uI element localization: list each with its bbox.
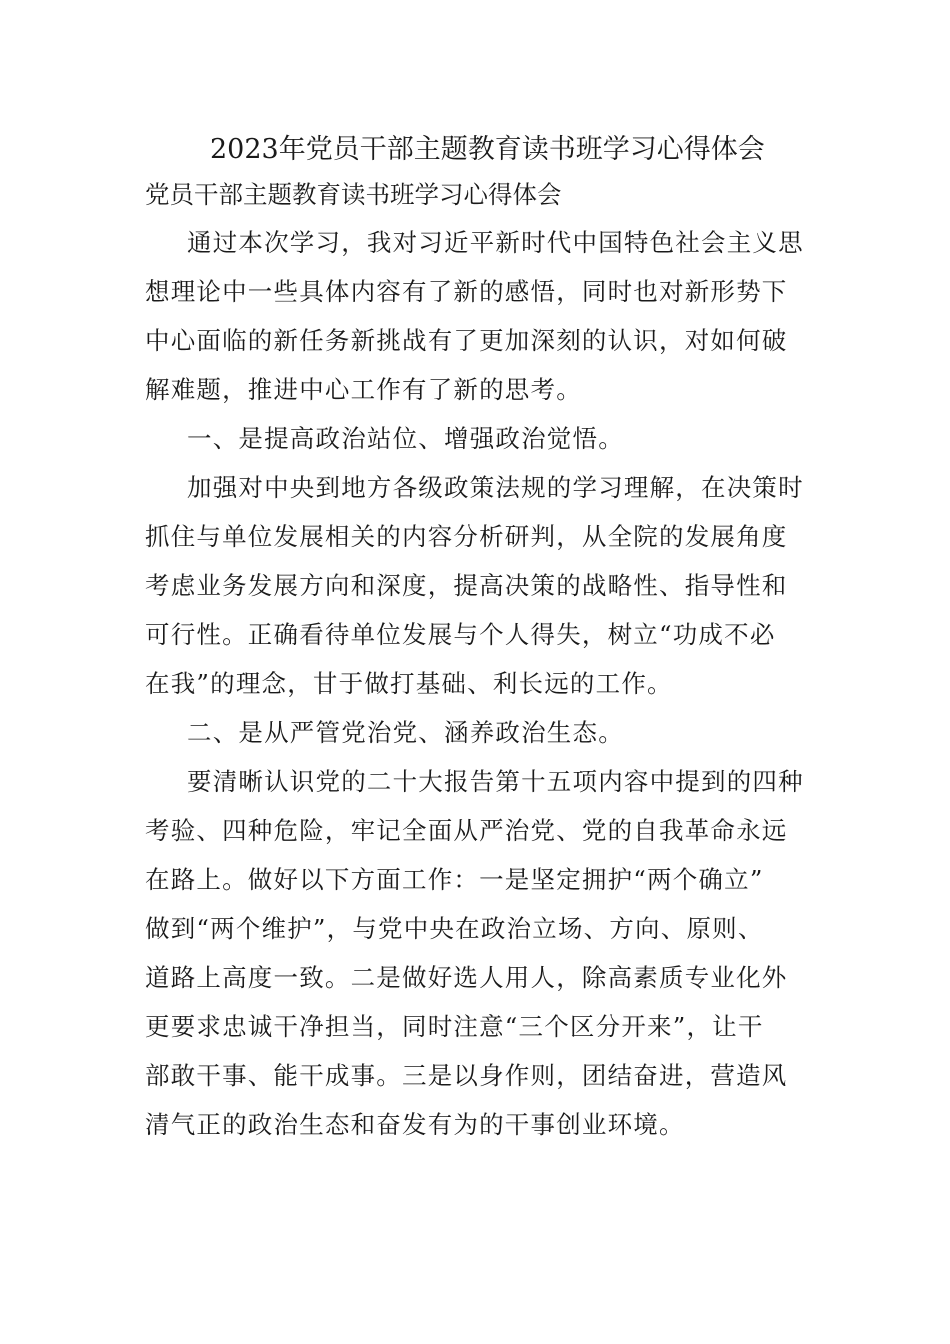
document-title: 2023年党员干部主题教育读书班学习心得体会 xyxy=(210,134,765,165)
document-subtitle: 党员干部主题教育读书班学习心得体会 xyxy=(145,180,562,209)
paragraph-line: 可行性。正确看待单位发展与个人得失，树立“功成不必 xyxy=(145,620,776,649)
section-1-paragraph xyxy=(145,463,807,708)
section-2-heading: 二、是从严管党治党、涵养政治生态。 xyxy=(187,718,624,747)
paragraph-line: 清气正的政治生态和奋发有为的干事创业环境。 xyxy=(145,1110,685,1139)
paragraph-line: 考验、四种危险，牢记全面从严治党、党的自我革命永远 xyxy=(145,816,788,845)
paragraph-line: 加强对中央到地方各级政策法规的学习理解，在决策时 xyxy=(187,473,804,502)
section-1-heading: 一、是提高政治站位、增强政治觉悟。 xyxy=(187,424,624,453)
paragraph-line: 抓住与单位发展相关的内容分析研判，从全院的发展角度 xyxy=(145,522,788,551)
paragraph-line: 想理论中一些具体内容有了新的感悟，同时也对新形势下 xyxy=(145,277,788,306)
intro-paragraph xyxy=(145,218,807,414)
paragraph-line: 解难题，推进中心工作有了新的思考。 xyxy=(145,375,582,404)
paragraph-line: 通过本次学习，我对习近平新时代中国特色社会主义思 xyxy=(187,228,804,257)
paragraph-line: 做到“两个维护”，与党中央在政治立场、方向、原则、 xyxy=(145,914,764,943)
paragraph-line: 考虑业务发展方向和深度，提高决策的战略性、指导性和 xyxy=(145,571,788,600)
section-2-paragraph xyxy=(145,757,807,1149)
paragraph-line: 部敢干事、能干成事。三是以身作则，团结奋进，营造风 xyxy=(145,1061,788,1090)
paragraph-line: 在路上。做好以下方面工作：一是坚定拥护“两个确立” xyxy=(145,865,764,894)
document-page xyxy=(145,128,807,1149)
paragraph-line: 更要求忠诚干净担当，同时注意“三个区分开来”，让干 xyxy=(145,1012,764,1041)
paragraph-line: 在我”的理念，甘于做打基础、利长远的工作。 xyxy=(145,669,673,698)
paragraph-line: 中心面临的新任务新挑战有了更加深刻的认识，对如何破 xyxy=(145,326,788,355)
paragraph-line: 要清晰认识党的二十大报告第十五项内容中提到的四种 xyxy=(187,767,804,796)
paragraph-line: 道路上高度一致。二是做好选人用人，除高素质专业化外 xyxy=(145,963,788,992)
